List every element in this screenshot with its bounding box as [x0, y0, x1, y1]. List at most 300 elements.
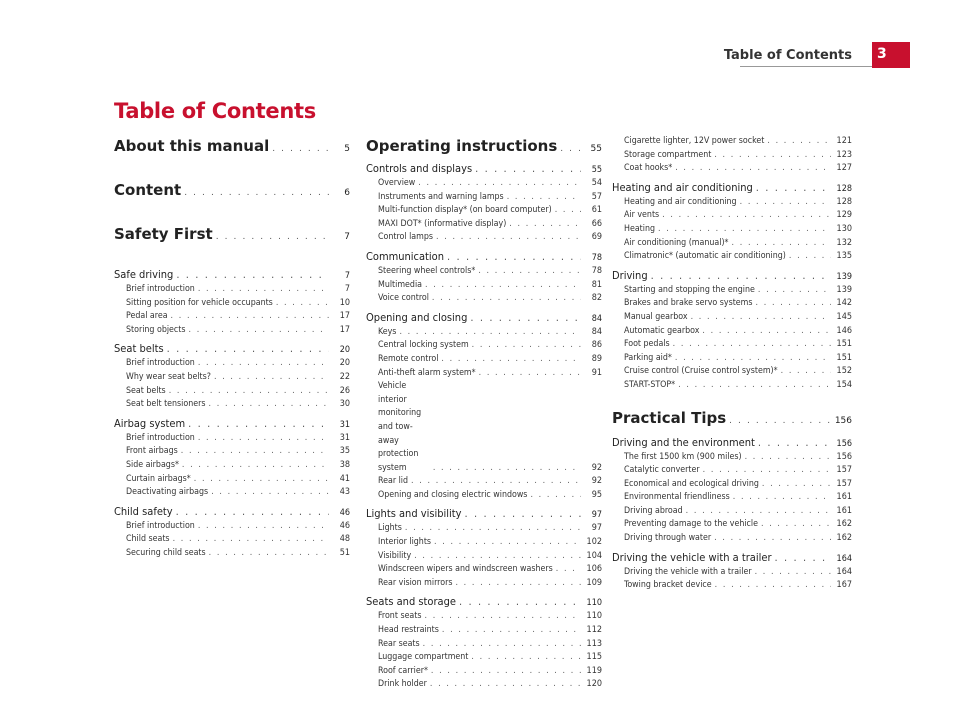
toc-entry-page: 167 — [836, 580, 852, 591]
toc-entry[interactable] — [612, 365, 852, 379]
toc-entry-title: Rear lid — [378, 476, 409, 487]
toc-entry[interactable] — [366, 577, 602, 591]
toc-entry-page: 30 — [339, 399, 350, 410]
toc-entry-page: 110 — [586, 598, 602, 609]
toc-entry[interactable] — [366, 550, 602, 564]
toc-entry-page: 17 — [339, 324, 350, 335]
toc-entry[interactable] — [366, 353, 602, 367]
toc-entry[interactable] — [612, 149, 852, 163]
toc-entry-title: Manual gearbox — [624, 311, 688, 322]
toc-entry-title: Preventing damage to the vehicle — [624, 519, 758, 530]
toc-entry[interactable] — [612, 268, 852, 284]
toc-entry-title: About this manual — [114, 137, 270, 155]
toc-entry[interactable] — [114, 297, 350, 311]
toc-entry[interactable] — [612, 518, 852, 532]
toc-entry-title: Safe driving — [114, 268, 174, 281]
toc-entry-page: 7 — [344, 284, 350, 294]
dot-leader — [729, 410, 831, 429]
toc-entry[interactable] — [366, 610, 602, 624]
dot-leader — [703, 464, 831, 478]
toc-column-3 — [612, 135, 852, 593]
toc-entry-page: 139 — [836, 284, 852, 295]
toc-entry[interactable] — [114, 223, 350, 245]
toc-entry-title: Opening and closing electric windows — [378, 489, 528, 500]
dot-leader — [176, 267, 329, 283]
toc-entry-title: Cigarette lighter, 12V power socket — [624, 136, 765, 146]
toc-entry-title: Safety First — [114, 225, 213, 243]
toc-entry[interactable] — [612, 284, 852, 298]
toc-entry-page: 151 — [836, 339, 852, 350]
toc-entry-page: 123 — [836, 149, 852, 160]
toc-entry-page: 48 — [339, 534, 350, 545]
toc-entry[interactable] — [612, 435, 852, 451]
dot-leader — [556, 563, 581, 577]
dot-leader — [455, 577, 581, 591]
header-rule — [740, 66, 872, 67]
dot-leader — [181, 445, 329, 459]
toc-entry[interactable] — [366, 678, 602, 692]
dot-leader — [434, 536, 581, 550]
toc-entry-page: 154 — [836, 379, 852, 390]
toc-entry-title: Heating and air conditioning — [624, 196, 737, 207]
dot-leader — [198, 357, 329, 371]
toc-entry[interactable] — [114, 267, 350, 283]
toc-entry-title: Automatic gearbox — [624, 325, 700, 336]
toc-entry-title: Child safety — [114, 504, 173, 518]
toc-entry-page: 128 — [836, 183, 852, 194]
toc-entry-title: Deactivating airbags — [126, 487, 209, 498]
toc-entry[interactable] — [114, 547, 350, 561]
dot-leader — [530, 489, 581, 503]
toc-entry-title: Driving abroad — [624, 505, 683, 516]
toc-entry-title: Opening and closing — [366, 310, 468, 324]
dot-leader — [475, 161, 581, 177]
toc-entry-page: 156 — [836, 451, 852, 462]
toc-entry-title: Remote control — [378, 353, 439, 364]
toc-entry[interactable] — [114, 341, 350, 357]
toc-entry-title: Why wear seat belts? — [126, 371, 211, 382]
dot-leader — [755, 566, 831, 580]
toc-entry-page: 162 — [836, 533, 852, 544]
dot-leader — [472, 339, 581, 353]
page-title: Table of Contents — [114, 99, 316, 123]
toc-entry[interactable] — [114, 504, 350, 520]
toc-entry[interactable] — [114, 135, 350, 157]
dot-leader — [758, 284, 831, 298]
toc-entry-page: 46 — [339, 507, 350, 518]
toc-entry-page: 106 — [586, 564, 602, 575]
toc-entry[interactable] — [366, 177, 602, 191]
dot-leader — [442, 624, 581, 638]
toc-entry-title: Control lamps — [378, 232, 434, 243]
toc-entry-page: 20 — [339, 358, 350, 369]
toc-entry[interactable] — [114, 432, 350, 446]
toc-entry-title: Seat belts — [126, 385, 166, 396]
toc-entry[interactable] — [612, 209, 852, 223]
dot-leader — [189, 324, 330, 338]
toc-entry-title: Storing objects — [126, 324, 186, 335]
toc-entry-page: 51 — [339, 547, 350, 558]
toc-entry-page: 20 — [339, 345, 350, 356]
toc-entry[interactable] — [366, 594, 602, 610]
dot-leader — [411, 475, 581, 489]
toc-entry[interactable] — [612, 407, 852, 429]
toc-entry-title: Brief introduction — [126, 358, 195, 369]
dot-leader — [733, 491, 831, 505]
toc-entry-title: Luggage compartment — [378, 652, 469, 663]
toc-entry-page: 91 — [591, 367, 602, 378]
toc-entry[interactable] — [114, 473, 350, 487]
toc-entry-page: 109 — [586, 577, 602, 588]
toc-entry-page: 57 — [591, 191, 602, 202]
toc-entry-page: 156 — [836, 438, 852, 449]
toc-entry-page: 156 — [834, 415, 852, 426]
toc-entry-page: 142 — [836, 298, 852, 309]
toc-entry-page: 5 — [344, 144, 350, 154]
dot-leader — [211, 486, 329, 500]
dot-leader — [414, 550, 581, 564]
toc-entry-page: 129 — [836, 210, 852, 221]
dot-leader — [678, 379, 831, 393]
toc-entry-title: Seat belt tensioners — [126, 399, 206, 410]
running-header-title: Table of Contents — [723, 48, 852, 63]
toc-entry[interactable] — [366, 191, 602, 205]
toc-entry[interactable] — [612, 196, 852, 210]
dot-leader — [691, 311, 831, 325]
toc-entry-page: 151 — [836, 352, 852, 363]
toc-entry-title: Parking aid* — [624, 352, 672, 363]
toc-entry-page: 78 — [591, 265, 602, 276]
toc-entry-title: Multi-function display* (on board computer) — [378, 205, 552, 216]
toc-entry-title: Driving the vehicle with a trailer — [624, 566, 752, 577]
toc-entry[interactable] — [612, 250, 852, 264]
toc-entry-page: 38 — [339, 459, 350, 470]
toc-entry[interactable] — [114, 179, 350, 201]
dot-leader — [714, 532, 831, 546]
toc-entry-page: 41 — [339, 473, 350, 484]
toc-entry[interactable] — [612, 180, 852, 196]
toc-entry[interactable] — [612, 135, 852, 149]
toc-entry[interactable] — [114, 486, 350, 500]
dot-leader — [714, 149, 831, 163]
toc-entry[interactable] — [366, 265, 602, 279]
toc-entry-title: Front airbags — [126, 446, 178, 457]
toc-entry-page: 69 — [591, 232, 602, 243]
dot-leader — [198, 520, 329, 534]
dot-leader — [436, 231, 581, 245]
toc-entry[interactable] — [366, 249, 602, 265]
toc-entry[interactable] — [366, 326, 602, 340]
dot-leader — [423, 638, 581, 652]
toc-entry[interactable] — [366, 522, 602, 536]
toc-entry-title: Driving through water — [624, 533, 712, 544]
toc-entry-page: 128 — [836, 196, 852, 207]
toc-entry[interactable] — [612, 566, 852, 580]
toc-entry-title: Driving — [612, 268, 648, 282]
toc-entry-page: 84 — [591, 326, 602, 337]
toc-entry-title: Air conditioning (manual)* — [624, 237, 729, 248]
toc-entry-page: 31 — [339, 432, 350, 443]
dot-leader — [405, 522, 581, 536]
toc-entry-title: Steering wheel controls* — [378, 265, 476, 276]
dot-leader — [169, 385, 329, 399]
toc-entry-title: Lights — [378, 523, 402, 534]
toc-entry[interactable] — [612, 451, 852, 465]
dot-leader — [715, 579, 831, 593]
toc-entry-page: 7 — [344, 271, 350, 281]
dot-leader — [425, 279, 581, 293]
toc-entry[interactable] — [612, 379, 852, 393]
toc-entry[interactable] — [612, 325, 852, 339]
toc-entry-page: 146 — [836, 325, 852, 336]
toc-entry[interactable] — [612, 237, 852, 251]
dot-leader — [758, 435, 831, 451]
toc-entry-page: 113 — [586, 638, 602, 649]
dot-leader — [673, 338, 831, 352]
toc-entry[interactable] — [366, 665, 602, 679]
dot-leader — [272, 138, 329, 157]
toc-entry[interactable] — [366, 380, 602, 475]
toc-entry-title: Economical and ecological driving — [624, 478, 759, 489]
toc-entry-page: 127 — [836, 163, 852, 174]
toc-entry[interactable] — [612, 478, 852, 492]
toc-entry-title: Environmental friendliness — [624, 492, 730, 503]
toc-column-1 — [114, 135, 350, 561]
toc-entry[interactable] — [366, 218, 602, 232]
toc-entry-page: 115 — [586, 652, 602, 663]
toc-entry[interactable] — [114, 283, 350, 297]
toc-entry-page: 157 — [836, 465, 852, 476]
dot-leader — [686, 505, 831, 519]
toc-entry-title: Child seats — [126, 534, 170, 545]
toc-entry-page: 157 — [836, 478, 852, 489]
toc-entry[interactable] — [114, 385, 350, 399]
dot-leader — [471, 651, 581, 665]
toc-entry-title: Coat hooks* — [624, 163, 673, 174]
toc-entry-page: 35 — [339, 446, 350, 457]
toc-entry-title: Brief introduction — [126, 284, 195, 294]
toc-entry[interactable] — [366, 161, 602, 177]
toc-entry-title: Operating instructions — [366, 137, 558, 155]
dot-leader — [173, 533, 329, 547]
toc-entry-page: 161 — [836, 505, 852, 516]
toc-entry-title: Multimedia — [378, 279, 423, 290]
toc-entry-title: The first 1500 km (900 miles) — [624, 451, 742, 462]
dot-leader — [767, 135, 831, 149]
toc-entry-title: Brief introduction — [126, 432, 195, 443]
toc-entry-page: 10 — [339, 297, 350, 308]
toc-entry[interactable] — [366, 506, 602, 522]
dot-leader — [198, 283, 329, 297]
toc-entry[interactable] — [612, 352, 852, 366]
toc-entry-page: 145 — [836, 311, 852, 322]
dot-leader — [430, 678, 581, 692]
toc-entry-title: Controls and displays — [366, 162, 473, 175]
toc-entry-page: 132 — [836, 237, 852, 248]
toc-entry[interactable] — [612, 311, 852, 325]
dot-leader — [560, 138, 581, 157]
dot-leader — [762, 478, 831, 492]
toc-entry[interactable] — [612, 162, 852, 176]
dot-leader — [167, 341, 329, 357]
toc-entry-title: Sitting position for vehicle occupants — [126, 297, 273, 308]
toc-entry-page: 7 — [344, 232, 350, 242]
dot-leader — [702, 325, 831, 339]
toc-entry-title: Drink holder — [378, 679, 427, 690]
dot-leader — [662, 209, 831, 223]
dot-leader — [399, 326, 581, 340]
toc-entry-page: 161 — [836, 492, 852, 503]
dot-leader — [789, 250, 831, 264]
dot-leader — [176, 504, 329, 520]
toc-entry-page: 55 — [591, 165, 602, 175]
toc-entry-page: 95 — [591, 489, 602, 500]
toc-entry[interactable] — [612, 223, 852, 237]
dot-leader — [658, 223, 831, 237]
toc-entry[interactable] — [366, 310, 602, 326]
toc-entry[interactable] — [114, 398, 350, 412]
toc-entry-title: Lights and visibility — [366, 507, 462, 521]
toc-entry-page: 102 — [586, 537, 602, 548]
toc-entry-page: 86 — [591, 340, 602, 351]
toc-entry-title: Keys — [378, 326, 397, 337]
toc-entry[interactable] — [366, 489, 602, 503]
dot-leader — [509, 218, 581, 232]
toc-entry[interactable] — [366, 367, 602, 381]
dot-leader — [433, 462, 581, 476]
toc-entry[interactable] — [612, 297, 852, 311]
toc-entry-title: Starting and stopping the engine — [624, 284, 755, 295]
toc-entry-page: 54 — [591, 178, 602, 188]
dot-leader — [775, 550, 831, 566]
dot-leader — [209, 547, 329, 561]
toc-entry-title: Voice control — [378, 293, 429, 304]
toc-entry-title: Roof carrier* — [378, 665, 428, 676]
dot-leader — [418, 177, 581, 191]
toc-entry-title: Pedal area — [126, 311, 168, 322]
toc-entry-title: MAXI DOT* (informative display) — [378, 218, 507, 229]
toc-entry-page: 130 — [836, 223, 852, 234]
toc-entry[interactable] — [366, 231, 602, 245]
toc-entry[interactable] — [114, 533, 350, 547]
toc-entry[interactable] — [366, 339, 602, 353]
toc-entry-page: 135 — [836, 251, 852, 262]
toc-entry-title: Brakes and brake servo systems — [624, 298, 753, 309]
toc-entry-title: Airbag system — [114, 416, 186, 430]
toc-entry-title: Securing child seats — [126, 547, 206, 558]
toc-entry-page: 121 — [836, 136, 852, 146]
dot-leader — [781, 365, 831, 379]
toc-entry[interactable] — [612, 464, 852, 478]
toc-entry[interactable] — [366, 475, 602, 489]
toc-entry-page: 164 — [836, 566, 852, 577]
toc-entry[interactable] — [612, 579, 852, 593]
toc-entry[interactable] — [114, 310, 350, 324]
toc-entry-title: START-STOP* — [624, 379, 676, 390]
dot-leader — [198, 432, 329, 446]
dot-leader — [431, 665, 581, 679]
toc-entry[interactable] — [366, 624, 602, 638]
dot-leader — [732, 237, 832, 251]
toc-entry[interactable] — [612, 491, 852, 505]
dot-leader — [182, 459, 329, 473]
toc-entry[interactable] — [366, 638, 602, 652]
toc-entry-page: 152 — [836, 366, 852, 377]
toc-entry-page: 97 — [591, 510, 602, 521]
toc-entry-page: 22 — [339, 371, 350, 382]
dot-leader — [740, 196, 831, 210]
toc-entry[interactable] — [366, 563, 602, 577]
toc-entry-title: Towing bracket device — [624, 580, 712, 591]
dot-leader — [216, 226, 329, 245]
toc-entry[interactable] — [612, 550, 852, 566]
dot-leader — [756, 180, 831, 196]
toc-entry-page: 112 — [586, 625, 602, 636]
toc-entry-page: 61 — [591, 205, 602, 216]
toc-entry[interactable] — [612, 532, 852, 546]
toc-entry-page: 46 — [339, 520, 350, 531]
toc-entry-title: Central locking system — [378, 340, 469, 351]
toc-entry-page: 26 — [339, 385, 350, 396]
toc-entry[interactable] — [114, 459, 350, 473]
dot-leader — [651, 268, 831, 284]
toc-entry-title: Interior lights — [378, 537, 432, 548]
toc-entry[interactable] — [114, 324, 350, 338]
toc-entry[interactable] — [366, 135, 602, 157]
toc-entry[interactable] — [114, 416, 350, 432]
toc-entry[interactable] — [366, 651, 602, 665]
toc-entry[interactable] — [612, 338, 852, 352]
dot-leader — [194, 473, 329, 487]
toc-entry[interactable] — [366, 279, 602, 293]
toc-entry-title: Rear seats — [378, 638, 420, 649]
toc-entry-page: 92 — [591, 476, 602, 487]
toc-entry-page: 17 — [339, 311, 350, 322]
toc-entry[interactable] — [114, 520, 350, 534]
toc-entry-page: 162 — [836, 519, 852, 530]
dot-leader — [184, 182, 329, 201]
toc-entry-page: 78 — [591, 252, 602, 263]
toc-entry-title: Driving the vehicle with a trailer — [612, 550, 772, 564]
toc-entry-title: Driving and the environment — [612, 435, 755, 449]
toc-entry[interactable] — [114, 371, 350, 385]
toc-entry-title: Communication — [366, 249, 445, 263]
toc-entry[interactable] — [612, 505, 852, 519]
toc-entry-title: Foot pedals — [624, 339, 670, 350]
toc-entry-title: Brief introduction — [126, 520, 195, 531]
toc-entry-title: Catalytic converter — [624, 465, 700, 476]
toc-entry[interactable] — [114, 357, 350, 371]
dot-leader — [555, 204, 581, 218]
dot-leader — [214, 371, 329, 385]
toc-entry[interactable] — [366, 536, 602, 550]
toc-entry-title: Side airbags* — [126, 459, 179, 470]
dot-leader — [188, 416, 329, 432]
toc-entry-title: Cruise control (Cruise control system)* — [624, 366, 778, 377]
dot-leader — [441, 353, 581, 367]
toc-entry-page: 110 — [586, 611, 602, 622]
toc-entry[interactable] — [366, 204, 602, 218]
dot-leader — [507, 191, 581, 205]
toc-entry-page: 164 — [836, 553, 852, 564]
dot-leader — [171, 310, 329, 324]
toc-entry[interactable] — [366, 292, 602, 306]
toc-entry-page: 84 — [591, 313, 602, 324]
toc-entry-page: 97 — [591, 523, 602, 534]
toc-entry[interactable] — [114, 445, 350, 459]
toc-entry-page: 82 — [591, 293, 602, 304]
dot-leader — [675, 162, 831, 176]
